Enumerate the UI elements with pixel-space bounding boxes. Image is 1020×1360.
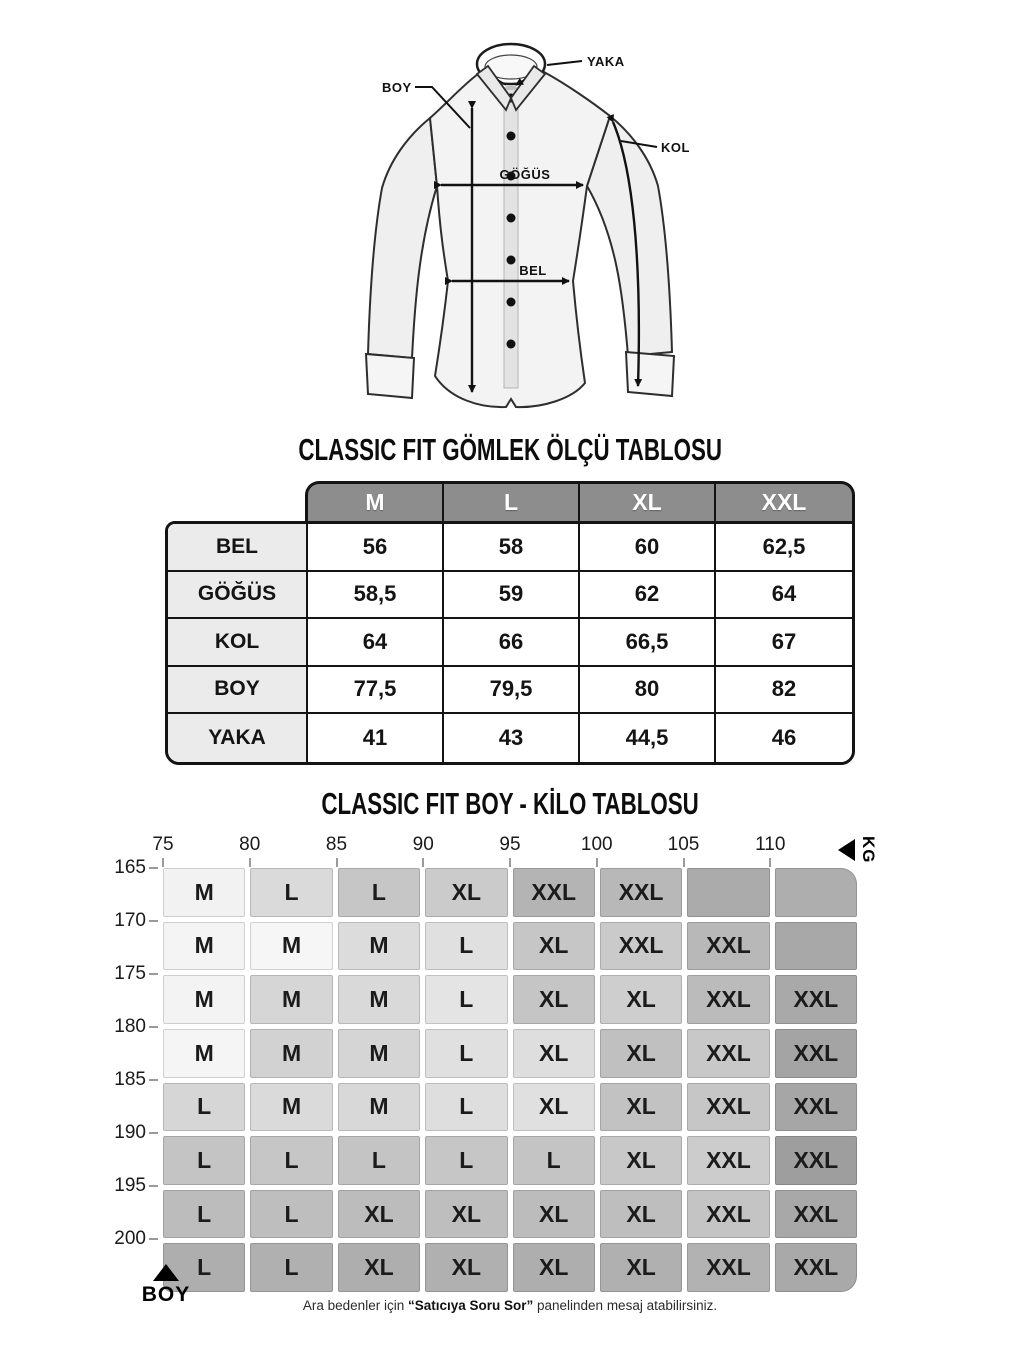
fit-size-cell: XXL xyxy=(775,1083,857,1132)
height-tick-mark xyxy=(149,973,158,975)
boy-arrow-icon xyxy=(153,1264,179,1281)
size-value-cell: 58,5 xyxy=(308,572,444,620)
size-value-cell: 80 xyxy=(580,667,716,715)
fit-size-cell: XL xyxy=(338,1243,420,1292)
kg-tick-mark xyxy=(336,858,338,867)
size-value-cell: 44,5 xyxy=(580,714,716,762)
fit-size-cell: M xyxy=(250,922,332,971)
height-axis xyxy=(100,857,160,1292)
size-table-header xyxy=(305,481,855,521)
footer-note-prefix: Ara bedenler için xyxy=(302,1298,408,1313)
size-value-cell: 56 xyxy=(308,524,444,572)
size-value-cell: 66 xyxy=(444,619,580,667)
size-value-cell: 43 xyxy=(444,714,580,762)
fit-empty-cell xyxy=(687,868,769,917)
fit-size-cell: XXL xyxy=(687,922,769,971)
fit-size-cell: L xyxy=(425,975,507,1024)
height-tick-mark xyxy=(149,1238,158,1240)
fit-matrix-title-wrap xyxy=(0,786,1020,822)
size-row-label: GÖĞÜS xyxy=(168,572,308,620)
fit-matrix xyxy=(163,868,857,1292)
kg-tick-mark xyxy=(422,858,424,867)
size-row-label: BEL xyxy=(168,524,308,572)
fit-size-cell: XL xyxy=(513,1083,595,1132)
fit-size-cell: L xyxy=(250,868,332,917)
fit-size-cell: XXL xyxy=(775,1136,857,1185)
fit-size-cell: XXL xyxy=(687,1136,769,1185)
fit-size-cell: XL xyxy=(513,1243,595,1292)
fit-size-cell: L xyxy=(338,868,420,917)
kg-tick-label: 85 xyxy=(325,834,348,855)
height-tick-label: 170 xyxy=(114,910,146,931)
shirt-illustration xyxy=(320,36,700,438)
height-tick-label: 190 xyxy=(114,1122,146,1143)
fit-size-cell: M xyxy=(163,1029,245,1078)
size-table-body xyxy=(165,521,855,765)
height-tick-label: 200 xyxy=(114,1228,146,1249)
size-value-cell: 64 xyxy=(716,572,852,620)
fit-size-cell: XL xyxy=(513,975,595,1024)
height-tick-label: 175 xyxy=(114,963,146,984)
footer-note-bold: “Satıcıya Soru Sor” xyxy=(407,1298,534,1313)
fit-size-cell: L xyxy=(338,1136,420,1185)
size-value-cell: 67 xyxy=(716,619,852,667)
fit-size-cell: M xyxy=(338,1029,420,1078)
fit-size-cell: XXL xyxy=(687,1083,769,1132)
fit-size-cell: XL xyxy=(600,1243,682,1292)
fit-size-cell: L xyxy=(163,1243,245,1292)
kg-axis-text: KG xyxy=(859,836,878,864)
fit-size-cell: XL xyxy=(600,975,682,1024)
height-tick-mark xyxy=(149,1185,158,1187)
size-value-cell: 60 xyxy=(580,524,716,572)
size-row-label: KOL xyxy=(168,619,308,667)
fit-size-cell: M xyxy=(250,1029,332,1078)
size-value-cell: 82 xyxy=(716,667,852,715)
fit-size-cell: L xyxy=(425,1083,507,1132)
fit-size-cell: XXL xyxy=(687,1190,769,1239)
fit-size-cell: XL xyxy=(338,1190,420,1239)
kg-tick-label: 80 xyxy=(239,834,261,855)
size-value-cell: 64 xyxy=(308,619,444,667)
fit-size-cell: XXL xyxy=(775,1190,857,1239)
kg-arrow-icon xyxy=(838,839,855,861)
size-col-header: XL xyxy=(580,484,716,521)
fit-size-cell: M xyxy=(338,1083,420,1132)
yaka-pointer-line xyxy=(547,61,582,65)
fit-size-cell: L xyxy=(425,1029,507,1078)
fit-size-cell: L xyxy=(163,1083,245,1132)
kg-tick-label: 90 xyxy=(412,834,434,855)
fit-size-cell: L xyxy=(163,1136,245,1185)
size-value-cell: 58 xyxy=(444,524,580,572)
height-tick-mark xyxy=(149,920,158,922)
size-table-title: CLASSIC FIT GÖMLEK ÖLÇÜ TABLOSU xyxy=(298,432,722,467)
fit-size-cell: M xyxy=(250,975,332,1024)
kg-tick-mark xyxy=(162,858,164,867)
height-tick-label: 165 xyxy=(114,857,146,878)
height-tick-mark xyxy=(149,1079,158,1081)
kg-axis-label xyxy=(838,836,878,864)
height-tick-mark xyxy=(149,867,158,869)
fit-size-cell: XXL xyxy=(775,975,857,1024)
fit-size-cell: XXL xyxy=(775,1029,857,1078)
footer-note-suffix: panelinden mesaj atabilirsiniz. xyxy=(533,1298,718,1313)
fit-size-cell: M xyxy=(338,975,420,1024)
size-value-cell: 46 xyxy=(716,714,852,762)
kg-tick-mark xyxy=(596,858,598,867)
height-tick-mark xyxy=(149,1026,158,1028)
height-tick-label: 195 xyxy=(114,1175,146,1196)
fit-size-cell: XL xyxy=(600,1029,682,1078)
kol-label: KOL xyxy=(661,140,690,155)
fit-size-cell: XL xyxy=(425,868,507,917)
fit-size-cell: M xyxy=(338,922,420,971)
footer-note xyxy=(0,1298,1020,1313)
size-value-cell: 66,5 xyxy=(580,619,716,667)
fit-empty-cell xyxy=(775,922,857,971)
kg-tick-label: 95 xyxy=(499,834,521,855)
size-table-title-wrap xyxy=(0,432,1020,468)
shirt-right-cuff xyxy=(626,352,674,396)
bel-label: BEL xyxy=(519,263,547,278)
fit-size-cell: XXL xyxy=(600,922,682,971)
kg-tick-label: 110 xyxy=(755,834,786,855)
kg-tick-label: 105 xyxy=(667,834,700,855)
fit-size-cell: M xyxy=(163,922,245,971)
fit-size-cell: L xyxy=(425,1136,507,1185)
kg-tick-mark xyxy=(683,858,685,867)
size-value-cell: 62,5 xyxy=(716,524,852,572)
fit-size-cell: XL xyxy=(600,1136,682,1185)
fit-size-cell: XL xyxy=(425,1243,507,1292)
fit-size-cell: L xyxy=(250,1243,332,1292)
fit-size-cell: XL xyxy=(600,1190,682,1239)
shirt-left-sleeve xyxy=(368,118,437,358)
size-col-header: XXL xyxy=(761,489,807,515)
yaka-label: YAKA xyxy=(587,54,625,69)
fit-size-cell: XXL xyxy=(687,975,769,1024)
shirt-left-cuff xyxy=(366,354,414,398)
fit-size-cell: XL xyxy=(600,1083,682,1132)
kg-tick-mark xyxy=(769,858,771,867)
fit-size-cell: M xyxy=(163,975,245,1024)
height-tick-label: 180 xyxy=(114,1016,146,1037)
fit-size-cell: L xyxy=(163,1190,245,1239)
fit-size-cell: XXL xyxy=(687,1243,769,1292)
kg-tick-label: 75 xyxy=(152,834,174,855)
kg-axis xyxy=(152,834,857,868)
fit-size-cell: XL xyxy=(425,1190,507,1239)
size-value-cell: 41 xyxy=(308,714,444,762)
size-row-label: BOY xyxy=(168,667,308,715)
fit-size-cell: XXL xyxy=(687,1029,769,1078)
fit-size-cell: XXL xyxy=(513,868,595,917)
fit-size-cell: XXL xyxy=(775,1243,857,1292)
fit-size-cell: M xyxy=(250,1083,332,1132)
fit-size-cell: L xyxy=(250,1190,332,1239)
boy-axis-text: BOY xyxy=(141,1283,191,1306)
fit-size-cell: XL xyxy=(513,1029,595,1078)
size-value-cell: 62 xyxy=(580,572,716,620)
size-value-cell: 79,5 xyxy=(444,667,580,715)
fit-size-cell: L xyxy=(425,922,507,971)
shirt-right-sleeve xyxy=(587,116,672,356)
size-value-cell: 59 xyxy=(444,572,580,620)
fit-size-cell: L xyxy=(513,1136,595,1185)
fit-empty-cell xyxy=(775,868,857,917)
gogus-label: GÖĞÜS xyxy=(499,167,551,182)
fit-size-cell: M xyxy=(163,868,245,917)
size-col-header: M xyxy=(308,484,444,521)
kg-tick-label: 100 xyxy=(580,834,613,855)
size-row-label: YAKA xyxy=(168,714,308,762)
height-tick-mark xyxy=(149,1132,158,1134)
shirt-body xyxy=(430,68,610,407)
fit-size-cell: L xyxy=(250,1136,332,1185)
brand-mark xyxy=(506,86,516,90)
fit-matrix-title: CLASSIC FIT BOY - KİLO TABLOSU xyxy=(321,786,699,821)
fit-size-cell: XL xyxy=(513,1190,595,1239)
fit-size-cell: XXL xyxy=(600,868,682,917)
kg-tick-mark xyxy=(249,858,251,867)
boy-label: BOY xyxy=(382,80,412,95)
shirt-diagram xyxy=(320,36,700,438)
size-value-cell: 77,5 xyxy=(308,667,444,715)
kg-tick-mark xyxy=(509,858,511,867)
fit-size-cell: XL xyxy=(513,922,595,971)
size-col-header: L xyxy=(444,484,580,521)
height-tick-label: 185 xyxy=(114,1069,146,1090)
